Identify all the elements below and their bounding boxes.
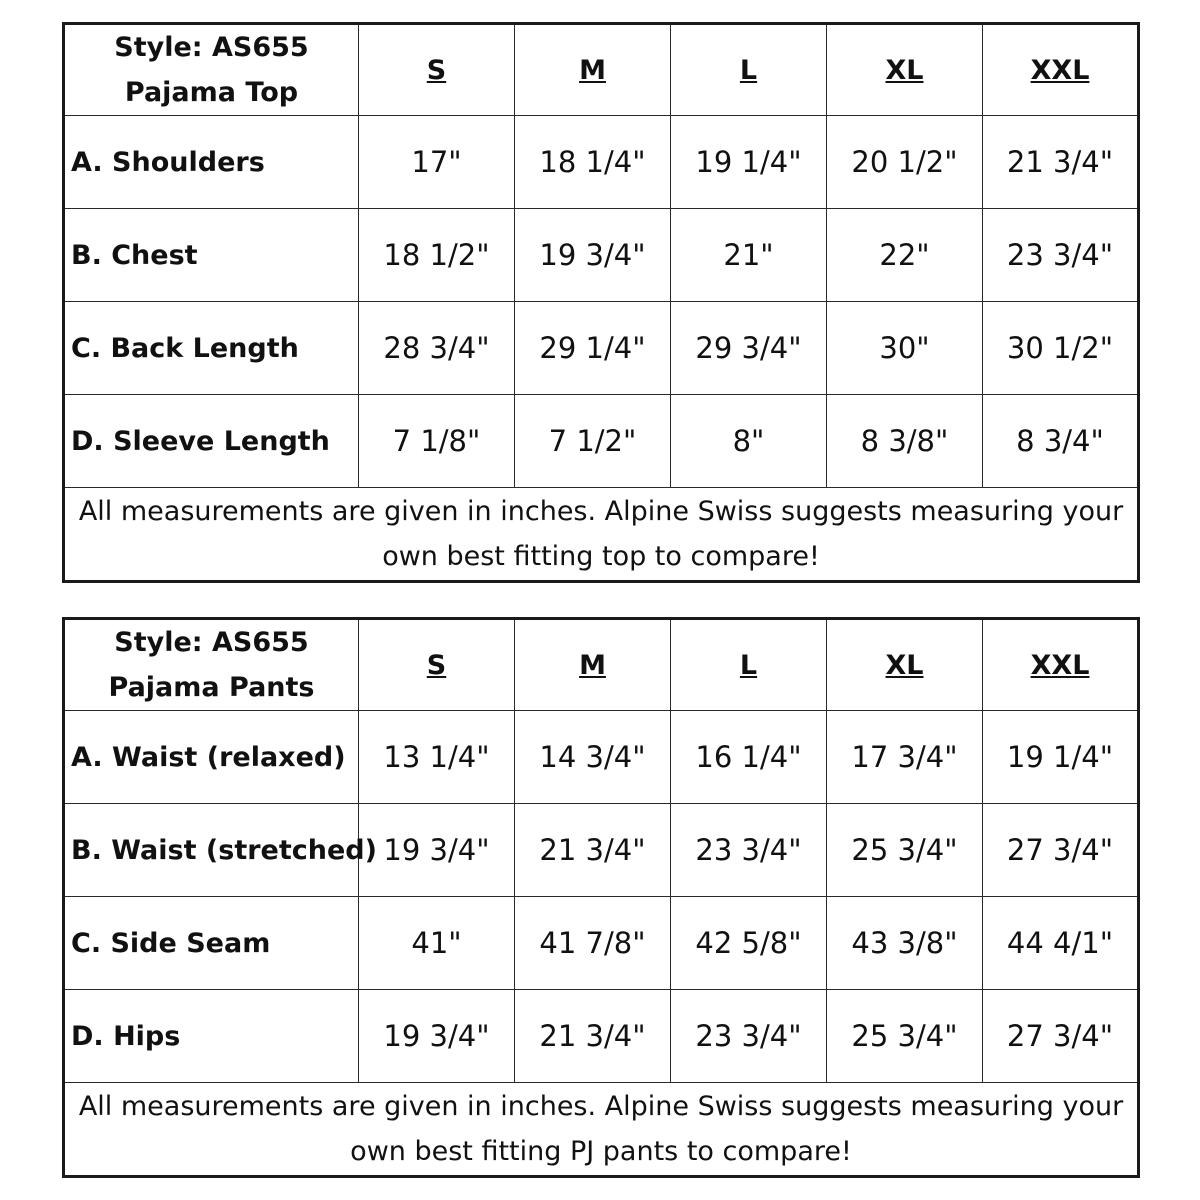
note-line: All measurements are given in inches. Alpine Swiss suggests measuring your [78, 1091, 1124, 1122]
measurement-value: 21 3/4" [515, 804, 671, 897]
note-row [64, 1083, 1139, 1177]
measurement-value: 21 3/4" [983, 116, 1139, 209]
measurement-label: B. Chest [64, 209, 359, 302]
size-header-xl: XL [827, 619, 983, 711]
note-line: own best fitting top to compare! [382, 541, 820, 572]
measurement-value: 8 3/4" [983, 395, 1139, 488]
measurement-value: 30 1/2" [983, 302, 1139, 395]
measurement-value: 23 3/4" [983, 209, 1139, 302]
measurement-value: 23 3/4" [671, 990, 827, 1083]
table-row [64, 804, 1139, 897]
measurement-value: 29 3/4" [671, 302, 827, 395]
table-row [64, 209, 1139, 302]
measurement-value: 25 3/4" [827, 990, 983, 1083]
garment-name: Pajama Top [124, 77, 299, 108]
measurement-label: D. Hips [64, 990, 359, 1083]
measurement-value: 23 3/4" [671, 804, 827, 897]
measurement-label: A. Waist (relaxed) [64, 711, 359, 804]
size-header-m: M [515, 619, 671, 711]
size-header-xxl: XXL [983, 619, 1139, 711]
style-cell [64, 619, 359, 711]
size-header-l: L [671, 24, 827, 116]
table-row [64, 990, 1139, 1083]
size-header-m: M [515, 24, 671, 116]
measurement-value: 14 3/4" [515, 711, 671, 804]
measurement-value: 8" [671, 395, 827, 488]
measurement-value: 44 4/1" [983, 897, 1139, 990]
pajama-pants-size-table [62, 617, 1140, 1178]
measurement-value: 18 1/4" [515, 116, 671, 209]
measurement-value: 30" [827, 302, 983, 395]
measurement-value: 7 1/8" [359, 395, 515, 488]
size-header-s: S [359, 619, 515, 711]
measurement-value: 19 3/4" [359, 990, 515, 1083]
measurement-value: 19 3/4" [515, 209, 671, 302]
measurement-value: 25 3/4" [827, 804, 983, 897]
measurement-value: 18 1/2" [359, 209, 515, 302]
measurement-label: C. Side Seam [64, 897, 359, 990]
header-row [64, 24, 1139, 116]
measurement-value: 16 1/4" [671, 711, 827, 804]
note-row [64, 488, 1139, 582]
measurement-value: 21" [671, 209, 827, 302]
table-row [64, 897, 1139, 990]
style-code: Style: AS655 [114, 32, 309, 63]
note-line: own best fitting PJ pants to compare! [350, 1136, 852, 1167]
measurement-value: 27 3/4" [983, 990, 1139, 1083]
measurement-value: 19 1/4" [671, 116, 827, 209]
note-line: All measurements are given in inches. Alpine Swiss suggests measuring your [78, 496, 1124, 527]
measurement-value: 7 1/2" [515, 395, 671, 488]
measurement-value: 21 3/4" [515, 990, 671, 1083]
measurement-value: 22" [827, 209, 983, 302]
measurement-value: 41 7/8" [515, 897, 671, 990]
measurement-value: 28 3/4" [359, 302, 515, 395]
size-header-xl: XL [827, 24, 983, 116]
measurement-value: 8 3/8" [827, 395, 983, 488]
pajama-top-size-table [62, 22, 1140, 583]
style-cell [64, 24, 359, 116]
measurement-note [64, 488, 1139, 582]
table-row [64, 711, 1139, 804]
measurement-note [64, 1083, 1139, 1177]
style-code: Style: AS655 [114, 627, 309, 658]
garment-name: Pajama Pants [108, 672, 315, 703]
measurement-value: 42 5/8" [671, 897, 827, 990]
size-header-l: L [671, 619, 827, 711]
measurement-value: 17" [359, 116, 515, 209]
measurement-value: 27 3/4" [983, 804, 1139, 897]
size-header-s: S [359, 24, 515, 116]
measurement-value: 29 1/4" [515, 302, 671, 395]
header-row [64, 619, 1139, 711]
measurement-value: 20 1/2" [827, 116, 983, 209]
measurement-label: D. Sleeve Length [64, 395, 359, 488]
table-row [64, 302, 1139, 395]
measurement-label: C. Back Length [64, 302, 359, 395]
measurement-value: 43 3/8" [827, 897, 983, 990]
measurement-value: 41" [359, 897, 515, 990]
measurement-value: 19 1/4" [983, 711, 1139, 804]
table-row [64, 395, 1139, 488]
measurement-value: 13 1/4" [359, 711, 515, 804]
table-row [64, 116, 1139, 209]
measurement-value: 17 3/4" [827, 711, 983, 804]
size-header-xxl: XXL [983, 24, 1139, 116]
measurement-label: B. Waist (stretched) [64, 804, 359, 897]
measurement-value: 19 3/4" [359, 804, 515, 897]
measurement-label: A. Shoulders [64, 116, 359, 209]
